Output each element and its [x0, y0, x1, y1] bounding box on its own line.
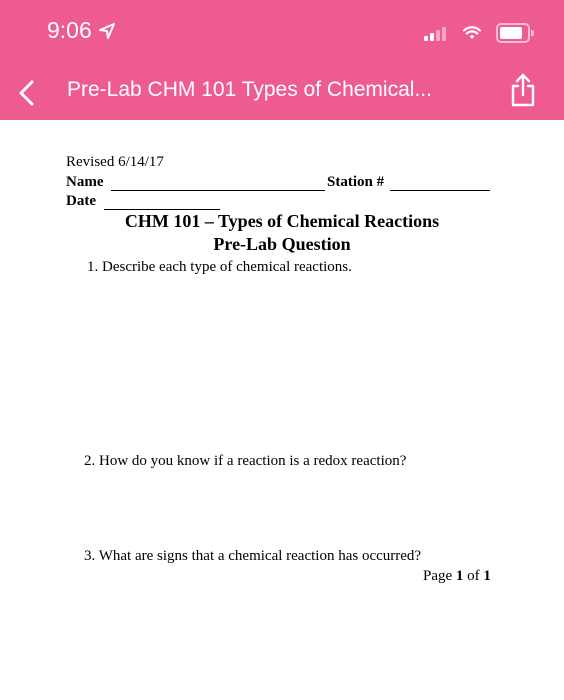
page-title: Pre-Lab CHM 101 Types of Chemical... [67, 78, 432, 101]
share-icon [513, 75, 533, 105]
question-3: 3. What are signs that a chemical reaction has occurred? [84, 548, 422, 564]
date-blank-line [104, 209, 220, 210]
document-title: CHM 101 – Types of Chemical Reactions [124, 211, 440, 231]
page-total: 1 [483, 568, 491, 584]
back-button[interactable] [14, 78, 40, 108]
page-middle: of [463, 568, 484, 584]
name-label: Name [66, 174, 104, 190]
app-header [0, 0, 564, 120]
share-button[interactable] [508, 72, 538, 108]
page-prefix: Page [423, 568, 456, 584]
status-indicators [424, 22, 530, 44]
wifi-icon [462, 25, 482, 41]
document-page [0, 120, 564, 700]
station-label: Station # [327, 174, 385, 190]
page-number [423, 568, 491, 585]
name-blank-line [111, 190, 325, 191]
question-1: 1. Describe each type of chemical reactions. [87, 259, 352, 275]
time-text: 9:06 [47, 17, 92, 43]
status-bar-time [47, 17, 116, 44]
revised-date: Revised 6/14/17 [66, 154, 164, 170]
page-current: 1 [455, 568, 464, 584]
battery-icon [496, 23, 530, 43]
station-blank-line [390, 190, 490, 191]
location-arrow-icon [98, 22, 116, 40]
document-subtitle: Pre-Lab Question [213, 234, 351, 254]
date-label: Date [66, 193, 96, 209]
question-2: 2. How do you know if a reaction is a redox reaction? [84, 453, 407, 469]
chevron-left-icon [21, 82, 32, 104]
cellular-signal-icon [424, 25, 448, 41]
